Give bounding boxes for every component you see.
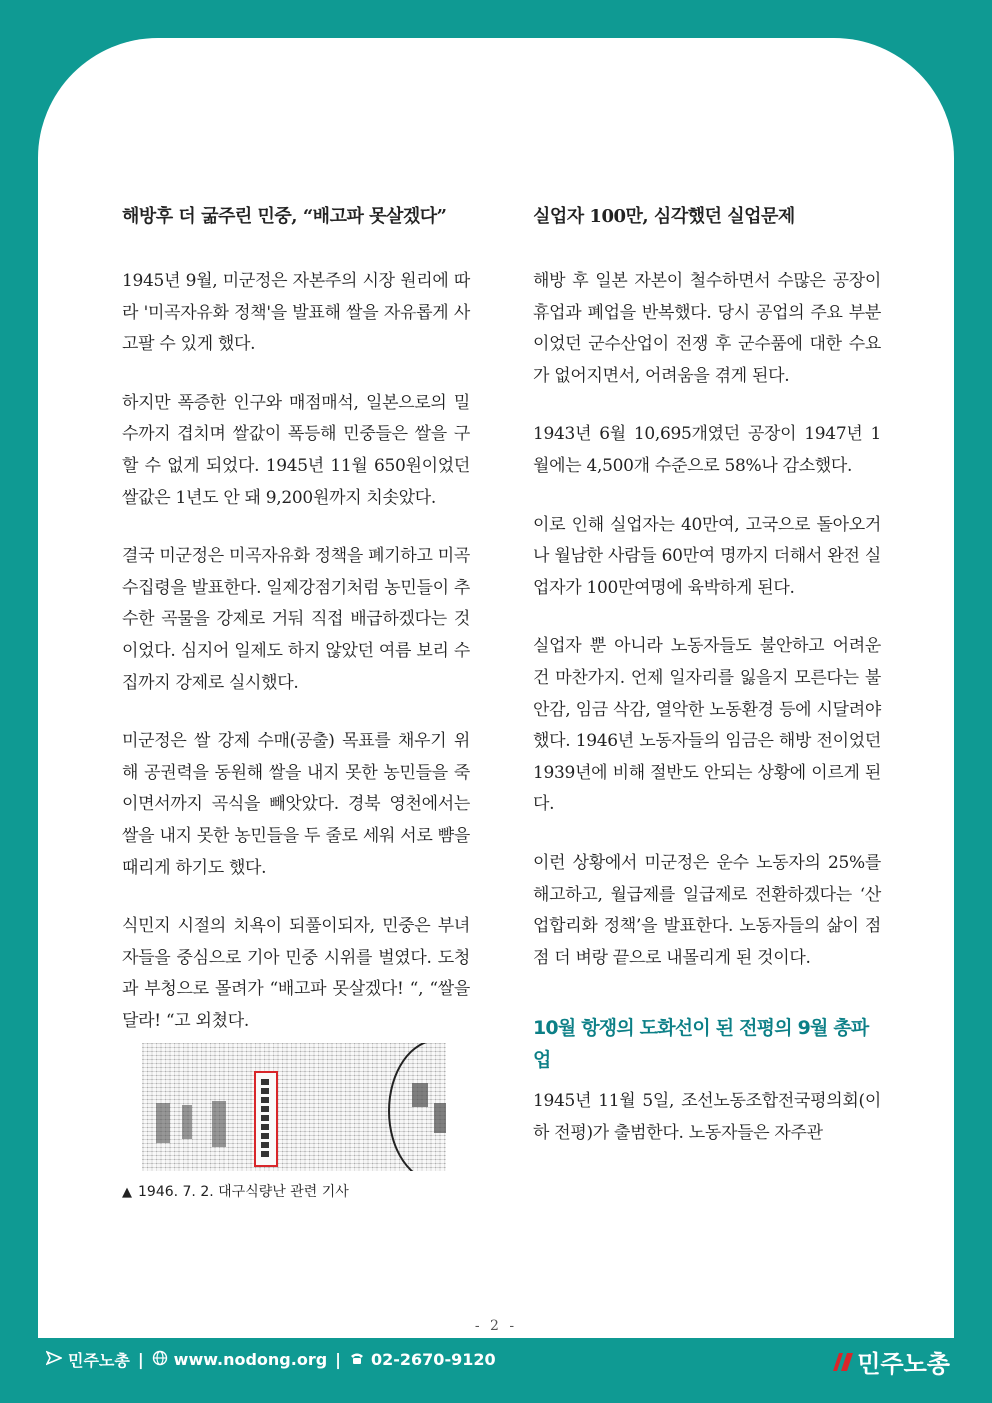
right-column (533, 204, 881, 1176)
newspaper-clipping-image (142, 1043, 446, 1171)
paragraph: 1943년 6월 10,695개였던 공장이 1947년 1월에는 4,500개 수준으로 58%나 감소했다. (533, 424, 881, 476)
paragraph: 해방 후 일본 자본이 철수하면서 수많은 공장이 휴업과 폐업을 반복했다. 당시 공업의 주요 부분이었던 군수산업이 전쟁 후 군수품에 대한 수요가 없어지면서, 어려움을 겪게 된다. (533, 271, 881, 386)
caption-text: 1946. 7. 2. 대구식량난 관련 기사 (138, 1184, 349, 1201)
footer-bar (0, 1338, 992, 1403)
paragraph: 결국 미군정은 미곡자유화 정책을 폐기하고 미곡수집령을 발표한다. 일제강점기처럼 농민들이 추수한 곡물을 강제로 거둬 직접 배급하겠다는 것이었다. 심지어 일제도 하지 않았던 여름 보리 수집까지 강제로 실시했다. (122, 546, 470, 693)
phone-number: 02-2670-9120 (371, 1350, 496, 1369)
page-sheet (38, 38, 954, 1338)
section-heading-unemployment: 실업자 100만, 심각했던 실업문제 (533, 206, 795, 227)
paragraph: 식민지 시절의 치욕이 되풀이되자, 민중은 부녀자들을 중심으로 기아 민중 시위를 벌였다. 도청과 부청으로 몰려가 “배고파 못살겠다! “, “쌀을 달라! “고 외쳤다. (122, 916, 470, 1031)
phone-icon (349, 1350, 365, 1370)
logo-mark-icon (829, 1351, 851, 1373)
globe-icon (152, 1350, 168, 1370)
paragraph: 1945년 9월, 미군정은 자본주의 시장 원리에 따라 '미곡자유화 정책'을 발표해 쌀을 자유롭게 사고팔 수 있게 했다. (122, 271, 470, 355)
triangle-up-icon: ▲ (122, 1185, 132, 1201)
page-number: - 2 - (474, 1318, 518, 1334)
paragraph: 하지만 폭증한 인구와 매점매석, 일본으로의 밀수까지 겹치며 쌀값이 폭등해 민중들은 쌀을 구할 수 없게 되었다. 1945년 11월 650원이었던 쌀값은 1년도 안 돼 9,200원까지 치솟았다. (122, 392, 470, 508)
section-heading-general-strike: 10월 항쟁의 도화선이 된 전평의 9월 총파업 (533, 1017, 869, 1072)
send-icon (46, 1350, 62, 1370)
highlighted-headline (254, 1071, 278, 1167)
paragraph: 실업자 뿐 아니라 노동자들도 불안하고 어려운 건 마찬가지. 언제 일자리를 잃을지 모른다는 불안감, 임금 삭감, 열악한 노동환경 등에 시달려야 했다. 1946년 노동자들의 임금은 해방 전이었던 1939년에 비해 절반도 안되는 상황에 이르게 된다. (533, 636, 881, 815)
website-link[interactable]: www.nodong.org (173, 1350, 328, 1369)
left-column (122, 204, 470, 1201)
footer-contact: 민주노총 | www.nodong.org | 02-2670-9120 (46, 1348, 496, 1371)
paragraph: 이런 상황에서 미군정은 운수 노동자의 25%를 해고하고, 월급제를 일급제로 전환하겠다는 ‘산업합리화 정책’을 발표한다. 노동자들의 삶이 점점 더 벼랑 끝으로 내몰리게 된 것이다. (533, 852, 881, 968)
logo-text: 민주노총 (857, 1350, 950, 1378)
org-name: 민주노총 (68, 1351, 130, 1370)
paragraph: 미군정은 쌀 강제 수매(공출) 목표를 채우기 위해 공권력을 동원해 쌀을 내지 못한 농민들을 죽이면서까지 곡식을 빼앗았다. 경북 영천에서는 쌀을 내지 못한 농민들을 두 줄로 세워 서로 뺨을 때리게 하기도 했다. (122, 731, 470, 878)
paragraph: 이로 인해 실업자는 40만여, 고국으로 돌아오거나 월남한 사람들 60만여 명까지 더해서 완전 실업자가 100만여명에 육박하게 된다. (533, 514, 881, 598)
paragraph: 1945년 11월 5일, 조선노동조합전국평의회(이하 전평)가 출범한다. 노동자들은 자주관 (533, 1091, 881, 1143)
section-heading-hunger: 해방후 더 굶주린 민중, “배고파 못살겠다” (122, 206, 447, 227)
image-caption (122, 1181, 470, 1201)
kctu-logo (829, 1344, 950, 1379)
